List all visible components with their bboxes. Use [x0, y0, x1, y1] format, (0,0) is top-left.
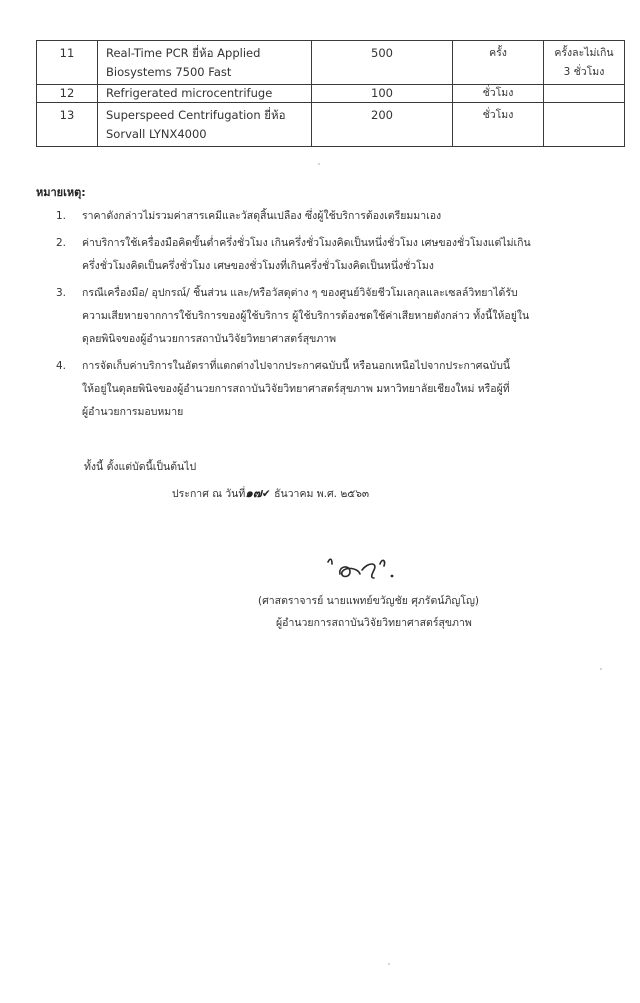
rate-unit: ชั่วโมง [453, 85, 544, 103]
remark-item [56, 232, 591, 278]
remark-number: 2. [56, 237, 67, 249]
fee-table-row [37, 85, 625, 103]
remarks-list [56, 205, 591, 428]
usage-note-line: ครั้งละไม่เกิน [554, 47, 614, 59]
service-rate: 500 [312, 41, 453, 85]
rate-unit: ครั้ง [453, 41, 544, 85]
remark-item [56, 282, 591, 351]
equipment-name [98, 103, 312, 147]
equipment-name-line: Real-Time PCR ยี่ห้อ Applied [106, 46, 261, 60]
scan-speck [388, 963, 390, 965]
signer-title: ผู้อำนวยการสถาบันวิจัยวิทยาศาสตร์สุขภาพ [276, 617, 472, 629]
announcement-day-handwritten: ๑๗ [245, 486, 262, 500]
service-rate: 100 [312, 85, 453, 103]
scan-speck [600, 668, 602, 670]
rate-unit: ชั่วโมง [453, 103, 544, 147]
announcement-date [172, 484, 369, 503]
remark-item [56, 355, 591, 424]
row-number: 13 [37, 103, 98, 147]
remark-line: ให้อยู่ในดุลยพินิจของผู้อำนวยการสถาบันวิจัยวิทยาศาสตร์สุขภาพ มหาวิทยาลัยเชียงใหม่ หรือผู้ที่ [82, 383, 510, 395]
usage-note-line: 3 ชั่วโมง [563, 66, 605, 78]
service-fee-table [36, 40, 625, 147]
signer-name: (ศาสตราจารย์ นายแพทย์ขวัญชัย ศุภรัตน์ภิญโญ) [258, 595, 479, 607]
announcement-date-check-mark: ✔ [261, 488, 271, 500]
remark-line: ความเสียหายจากการใช้บริการของผู้ใช้บริการ ผู้ใช้บริการต้องชดใช้ค่าเสียหายดังกล่าว ทั้งนี้ให้อยู่ใน [82, 310, 530, 322]
remark-number: 1. [56, 210, 67, 222]
row-number: 11 [37, 41, 98, 85]
equipment-name-line: Superspeed Centrifugation ยี่ห้อ [106, 108, 286, 122]
effective-date-text: ทั้งนี้ ตั้งแต่บัดนี้เป็นต้นไป [84, 461, 197, 473]
remark-item [56, 205, 591, 228]
fee-table-row [37, 41, 625, 85]
remark-line: ราคาดังกล่าวไม่รวมค่าสารเคมีและวัสดุสิ้นเปลือง ซึ่งผู้ใช้บริการต้องเตรียมมาเอง [82, 210, 442, 222]
equipment-name-line: Sorvall LYNX4000 [106, 127, 207, 141]
remark-number: 4. [56, 360, 67, 372]
remark-line: การจัดเก็บค่าบริการในอัตราที่แตกต่างไปจากประกาศฉบับนี้ หรือนอกเหนือไปจากประกาศฉบับนี้ [82, 360, 511, 372]
service-rate: 200 [312, 103, 453, 147]
handwritten-signature [320, 548, 410, 588]
fee-table-row [37, 103, 625, 147]
row-number: 12 [37, 85, 98, 103]
remark-line: ผู้อำนวยการมอบหมาย [82, 406, 184, 418]
service-fee-table-body [37, 41, 625, 147]
remark-line: ดุลยพินิจของผู้อำนวยการสถาบันวิจัยวิทยาศาสตร์สุขภาพ [82, 333, 337, 345]
scan-speck [318, 163, 320, 165]
remark-number: 3. [56, 287, 67, 299]
remark-line: ครึ่งชั่วโมงคิดเป็นครึ่งชั่วโมง เศษของชั่วโมงที่เกินครึ่งชั่วโมงคิดเป็นหนึ่งชั่วโมง [82, 260, 434, 272]
equipment-name-line: Biosystems 7500 Fast [106, 65, 232, 79]
remark-line: กรณีเครื่องมือ/ อุปกรณ์/ ชิ้นส่วน และ/หรือวัสดุต่าง ๆ ของศูนย์วิจัยชีวโมเลกุลและเซลล์วิทยาได้รับ [82, 287, 518, 299]
announcement-date-rest: ธันวาคม พ.ศ. ๒๕๖๓ [274, 488, 370, 500]
announcement-date-prefix: ประกาศ ณ วันที่ [172, 488, 246, 500]
equipment-name-line: Refrigerated microcentrifuge [106, 86, 273, 100]
usage-note [544, 41, 625, 85]
equipment-name [98, 85, 312, 103]
usage-note [544, 103, 625, 147]
usage-note [544, 85, 625, 103]
remark-line: ค่าบริการใช้เครื่องมือคิดขั้นต่ำครึ่งชั่วโมง เกินครึ่งชั่วโมงคิดเป็นหนึ่งชั่วโมง เศษของชั่วโมงแต่ไม่เกิน [82, 237, 531, 249]
remarks-heading: หมายเหตุ: [36, 186, 86, 199]
equipment-name [98, 41, 312, 85]
